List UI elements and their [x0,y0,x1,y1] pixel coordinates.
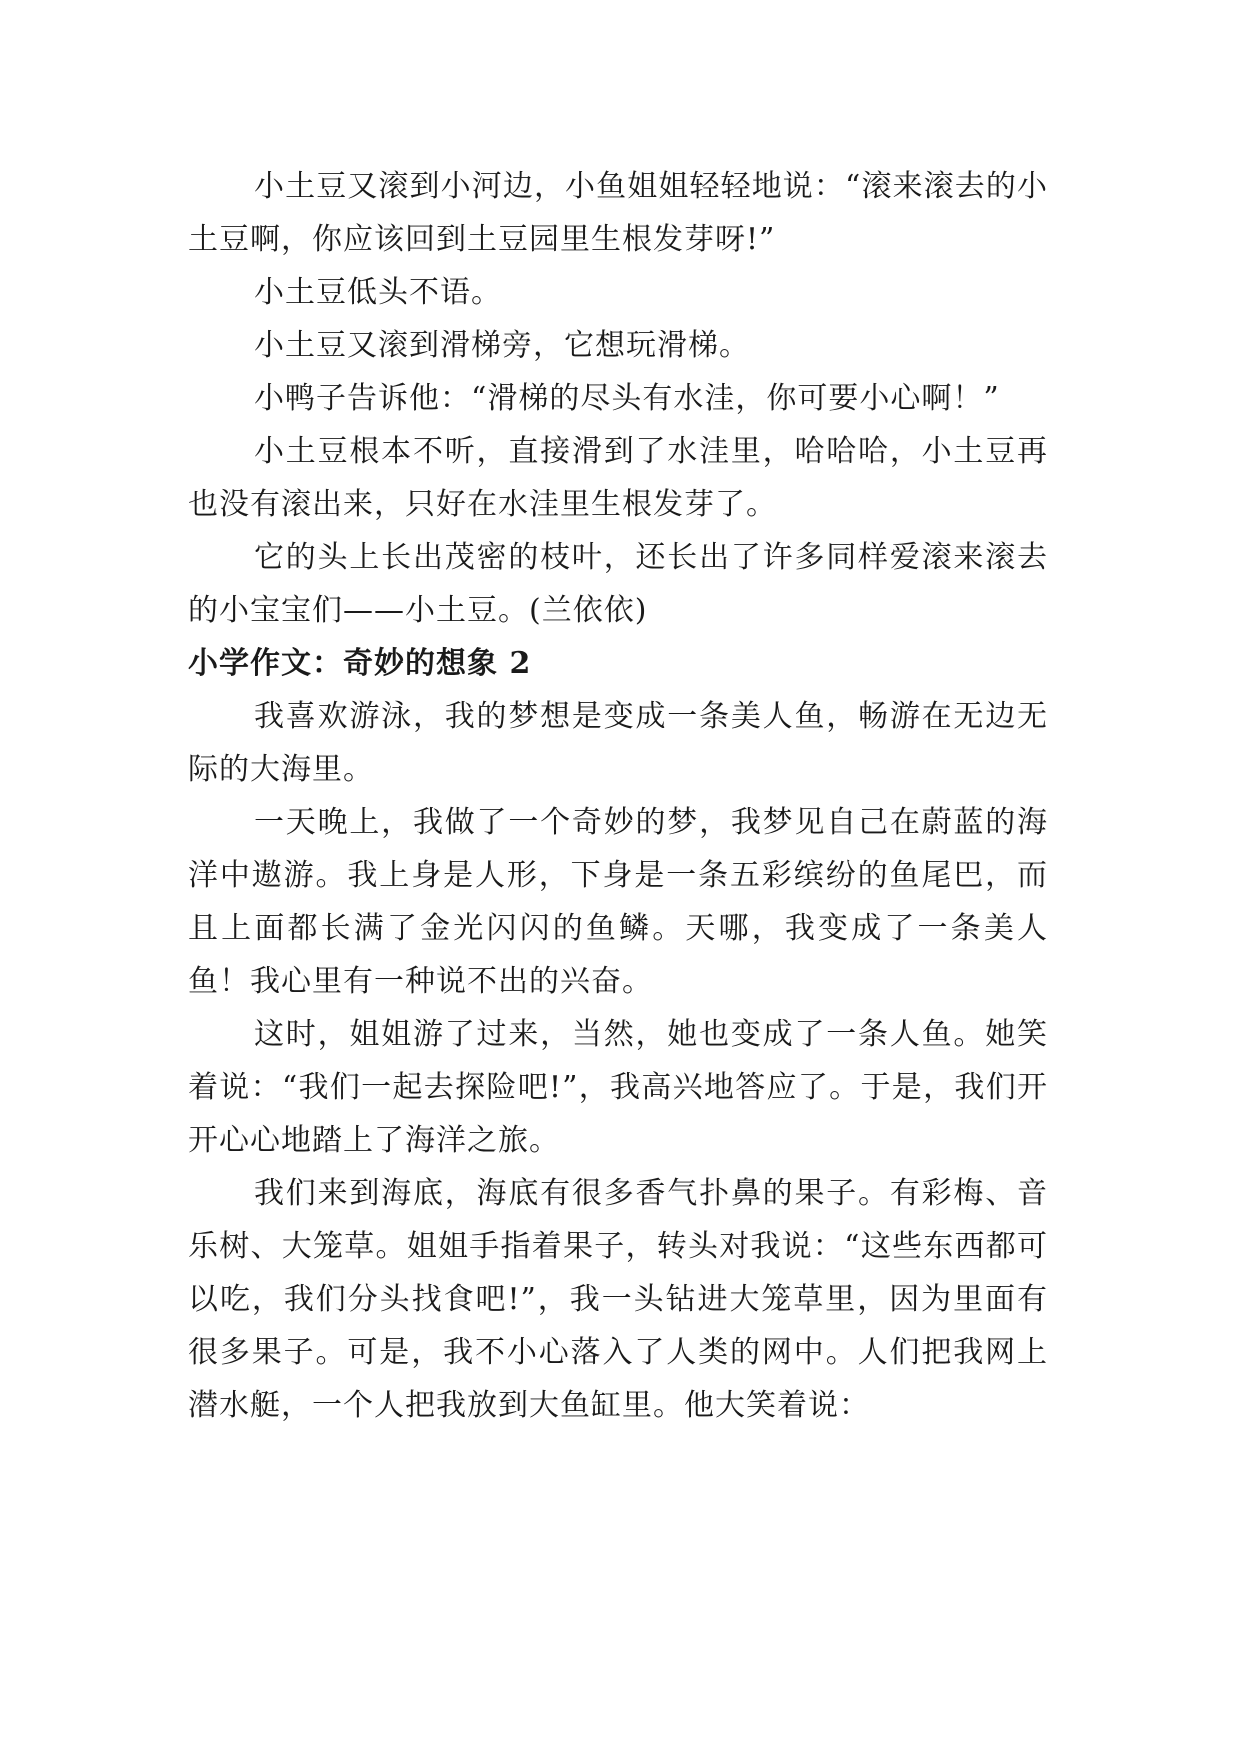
paragraph-8: 一天晚上，我做了一个奇妙的梦，我梦见自己在蔚蓝的海洋中遨游。我上身是人形，下身是一条五彩缤纷的鱼尾巴，而且上面都长满了金光闪闪的鱼鳞。天哪，我变成了一条美人鱼！我心里有一种说不出的兴奋。 [188,805,1048,999]
paragraph-1: 小土豆又滚到小河边，小鱼姐姐轻轻地说：“滚来滚去的小土豆啊，你应该回到土豆园里生根发芽呀!” [188,169,1048,257]
paragraph-5: 小土豆根本不听，直接滑到了水洼里，哈哈哈，小土豆再也没有滚出来，只好在水洼里生根发芽了。 [188,434,1048,522]
paragraph-7: 我喜欢游泳，我的梦想是变成一条美人鱼，畅游在无边无际的大海里。 [188,699,1048,787]
section-heading: 小学作文：奇妙的想象 2 [188,646,532,681]
document-page [188,160,1048,1432]
paragraph-9: 这时，姐姐游了过来，当然，她也变成了一条人鱼。她笑着说：“我们一起去探险吧!”，我高兴地答应了。于是，我们开开心心地踏上了海洋之旅。 [188,1017,1048,1158]
paragraph-2: 小土豆低头不语。 [254,275,502,310]
paragraph-10: 我们来到海底，海底有很多香气扑鼻的果子。有彩梅、音乐树、大笼草。姐姐手指着果子，转头对我说：“这些东西都可以吃，我们分头找食吧!”，我一头钻进大笼草里，因为里面有很多果子。可是，我不小心落入了人类的网中。人们把我网上潜水艇，一个人把我放到大鱼缸里。他大笑着说： [188,1176,1048,1423]
paragraph-3: 小土豆又滚到滑梯旁，它想玩滑梯。 [254,328,750,363]
paragraph-4: 小鸭子告诉他：“滑梯的尽头有水洼，你可要小心啊！” [254,381,1000,416]
paragraph-6: 它的头上长出茂密的枝叶，还长出了许多同样爱滚来滚去的小宝宝们——小土豆。(兰依依) [188,540,1048,628]
